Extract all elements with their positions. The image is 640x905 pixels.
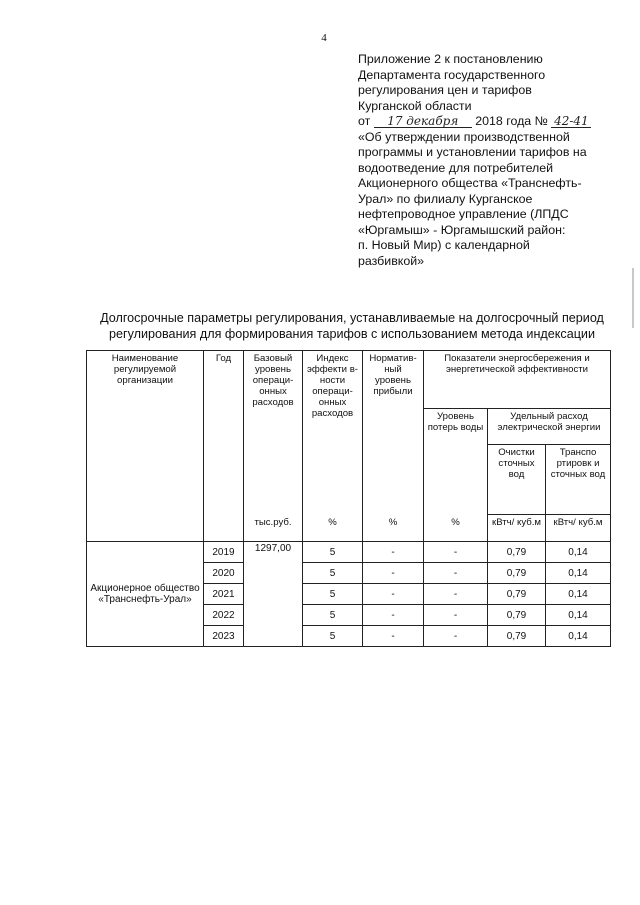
header-transport: Транспо ртировк и сточных вод xyxy=(546,445,611,515)
cell-index: 5 xyxy=(303,626,363,647)
cell-index: 5 xyxy=(303,584,363,605)
cell-profit: - xyxy=(363,542,424,563)
appendix-subject-line: «Юргамыш» - Юргамышский район: xyxy=(358,222,566,237)
appendix-subject-line: Акционерного общества «Транснефть- xyxy=(358,176,582,190)
cell-loss: - xyxy=(424,542,488,563)
cell-year: 2023 xyxy=(204,626,244,647)
cell-loss: - xyxy=(424,584,488,605)
cell-profit: - xyxy=(363,563,424,584)
header-loss: Уровень потерь воды xyxy=(424,409,488,515)
cell-transport: 0,14 xyxy=(546,584,611,605)
cell-profit: - xyxy=(363,626,424,647)
unit-loss: % xyxy=(424,515,488,542)
handwritten-date: 17 декабря xyxy=(374,115,472,128)
appendix-date-line xyxy=(358,114,620,130)
cell-transport: 0,14 xyxy=(546,563,611,584)
title-line-2: регулирования для формирования тарифов с использованием метода индексации xyxy=(109,327,595,341)
appendix-line: регулирования цен и тарифов xyxy=(358,83,532,97)
unit-cleaning: кВтч/ куб.м xyxy=(488,515,546,542)
table-row xyxy=(87,542,611,563)
cell-index: 5 xyxy=(303,563,363,584)
cell-transport: 0,14 xyxy=(546,542,611,563)
appendix-line: Приложение 2 к постановлению xyxy=(358,52,543,66)
cell-transport: 0,14 xyxy=(546,605,611,626)
cell-transport: 0,14 xyxy=(546,626,611,647)
cell-loss: - xyxy=(424,626,488,647)
cell-index: 5 xyxy=(303,542,363,563)
appendix-subject-line: водоотведение для потребителей xyxy=(358,160,554,175)
organization-name: Акционерное общество «Транснефть-Урал» xyxy=(87,542,204,647)
appendix-block xyxy=(358,52,620,269)
year-text: 2018 года № xyxy=(475,114,548,128)
cell-profit: - xyxy=(363,584,424,605)
handwritten-number: 42-41 xyxy=(551,115,591,128)
unit-org xyxy=(87,515,204,542)
page-number: 4 xyxy=(321,32,327,44)
document-title xyxy=(82,310,622,342)
cell-cleaning: 0,79 xyxy=(488,584,546,605)
cell-loss: - xyxy=(424,605,488,626)
date-prefix: от xyxy=(358,114,371,128)
parameters-table xyxy=(86,350,611,647)
header-index: Индекс эффекти в-ности операци-онных расходов xyxy=(303,351,363,515)
unit-year xyxy=(204,515,244,542)
header-energy-group: Показатели энергосбережения и энергетической эффективности xyxy=(424,351,611,409)
header-year: Год xyxy=(204,351,244,515)
cell-index: 5 xyxy=(303,605,363,626)
scan-edge-mark xyxy=(632,268,634,328)
cell-loss: - xyxy=(424,563,488,584)
cell-cleaning: 0,79 xyxy=(488,626,546,647)
header-cleaning: Очистки сточных вод xyxy=(488,445,546,515)
cell-base-value: 1297,00 xyxy=(244,542,303,647)
cell-cleaning: 0,79 xyxy=(488,605,546,626)
header-profit: Норматив-ный уровень прибыли xyxy=(363,351,424,515)
header-org: Наименование регулируемой организации xyxy=(87,351,204,515)
appendix-subject-line: разбивкой» xyxy=(358,253,425,268)
title-line-1: Долгосрочные параметры регулирования, устанавливаемые на долгосрочный период xyxy=(100,311,604,325)
appendix-subject-line: нефтепроводное управление (ЛПДС xyxy=(358,207,569,221)
header-specific: Удельный расход электрической энергии xyxy=(488,409,611,445)
unit-profit: % xyxy=(363,515,424,542)
appendix-line: Департамента государственного xyxy=(358,67,546,82)
cell-year: 2021 xyxy=(204,584,244,605)
appendix-subject-line: «Об утверждении производственной xyxy=(358,129,570,144)
appendix-line: Курганской области xyxy=(358,98,472,113)
appendix-subject-line: Урал» по филиалу Курганское xyxy=(358,191,533,206)
cell-year: 2022 xyxy=(204,605,244,626)
appendix-subject-line: программы и установлении тарифов на xyxy=(358,145,587,159)
header-base: Базовый уровень операци-онных расходов xyxy=(244,351,303,515)
cell-year: 2019 xyxy=(204,542,244,563)
cell-cleaning: 0,79 xyxy=(488,563,546,584)
unit-index: % xyxy=(303,515,363,542)
cell-year: 2020 xyxy=(204,563,244,584)
appendix-subject-line: п. Новый Мир) с календарной xyxy=(358,238,530,252)
cell-cleaning: 0,79 xyxy=(488,542,546,563)
unit-transport: кВтч/ куб.м xyxy=(546,515,611,542)
cell-profit: - xyxy=(363,605,424,626)
unit-base: тыс.руб. xyxy=(244,515,303,542)
